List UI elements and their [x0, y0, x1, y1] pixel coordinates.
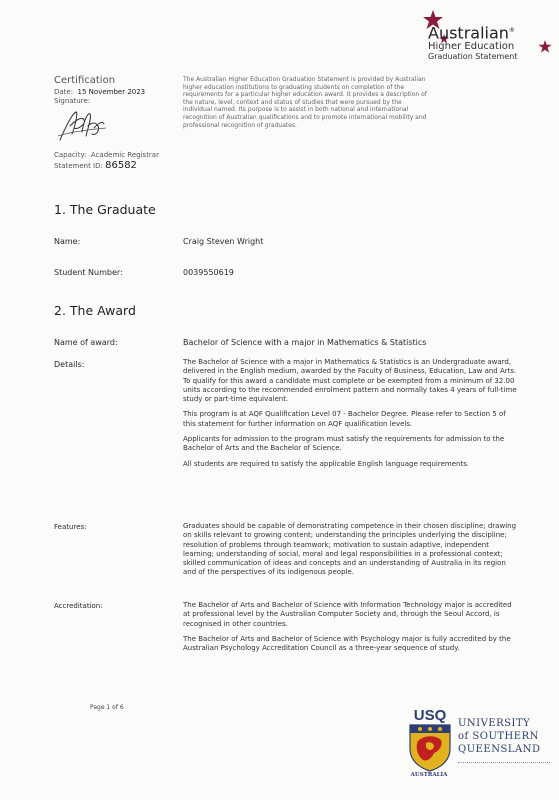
award-name-label: Name of award:	[54, 338, 118, 347]
usq-abbrev: USQ	[413, 707, 447, 724]
signature-label: Signature:	[54, 97, 91, 105]
capacity-label: Capacity:	[54, 151, 87, 159]
uni-line2: of SOUTHERN	[458, 731, 539, 742]
name-label: Name:	[54, 237, 81, 246]
statement-id-value: 86582	[105, 160, 137, 171]
capacity-value: Academic Registrar	[90, 151, 159, 159]
details-paragraph: Applicants for admission to the program must satisfy the requirements for admission to the Bachelor of Arts and the Bachelor of Science.	[183, 435, 505, 453]
statement-id-label: Statement ID:	[54, 162, 103, 170]
usq-crest-logo	[406, 705, 454, 773]
details-label: Details:	[54, 360, 85, 369]
date-line	[54, 88, 145, 96]
capacity-line	[54, 151, 159, 159]
footer-dots	[458, 762, 550, 763]
student-number-label: Student Number:	[54, 268, 123, 277]
details-text	[183, 358, 518, 475]
accreditation-paragraph: The Bachelor of Arts and Bachelor of Science with Psychology major is fully accredited by the Australian Psychology Accreditation Council as a three-year sequence of study.	[183, 634, 511, 653]
section-graduate-heading: 1. The Graduate	[54, 202, 156, 217]
uni-line3: QUEENSLAND	[458, 744, 541, 755]
section-award-heading: 2. The Award	[54, 303, 136, 318]
date-value: 15 November 2023	[77, 88, 146, 96]
details-paragraph: This program is at AQF Qualification Level 07 - Bachelor Degree. Please refer to Section 5 of this statement for further information on AQF qualification levels.	[183, 410, 506, 428]
name-value: Craig Steven Wright	[183, 237, 264, 246]
brand-block	[428, 22, 553, 62]
award-name-value: Bachelor of Science with a major in Mathematics & Statistics	[183, 338, 427, 347]
uni-line1: UNIVERSITY	[458, 718, 531, 729]
university-name	[458, 717, 540, 756]
accreditation-paragraph: The Bachelor of Arts and Bachelor of Science with Information Technology major is accredited at professional level by the Australian Computer Society and, through the Seoul Accord, is recognised in other countries.	[183, 601, 512, 628]
brand-line2: Higher Education	[428, 41, 515, 53]
registered-mark: ®	[508, 27, 515, 34]
accreditation-text	[183, 601, 518, 659]
accreditation-label: Accreditation:	[54, 602, 103, 610]
date-label: Date:	[54, 88, 74, 96]
brand-line3: Graduation Statement	[428, 52, 518, 62]
certification-heading: Certification	[54, 75, 116, 86]
student-number-value: 0039550619	[183, 268, 234, 277]
features-label: Features:	[54, 523, 87, 531]
signature-image	[56, 106, 108, 146]
statement-id-line	[54, 160, 137, 171]
brand-line1: Australian®	[428, 23, 515, 43]
intro-text: The Australian Higher Education Graduation Statement is provided by Australian higher education institutions to graduating students on completion of the requirements for a particular higher education award. It provides a description of the nature, level, context and status of studies that were pursued by the individual named. Its purpose is to assist in both national and international recognition of Australian qualifications and to promote international mobility and professional recognition of graduates.	[183, 76, 427, 129]
details-paragraph: All students are required to satisfy the applicable English language requirements.	[183, 459, 470, 468]
features-text: Graduates should be capable of demonstrating competence in their chosen discipline; drawing on skills relevant to growing content; understanding the principles underlying the discipline; resolution of problems through teamwork; motivation to sustain adaptive, independent learning; understanding of social, moral and legal responsibilities in a professional context; skilled communication of ideas and concepts and an understanding of Australia in its region and of the perspectives of its indigenous people.	[183, 522, 517, 577]
details-paragraph: The Bachelor of Science with a major in Mathematics & Statistics is an Undergraduate award, delivered in the English medium, awarded by the Faculty of Business, Education, Law and Arts. To qualify for this award a candidate must complete or be exempted from a minimum of 32.00 units according to the recommended enrolment pattern and normally takes 4 years of full-time study or part-time equivalent.	[183, 358, 517, 404]
country-label: AUSTRALIA	[410, 772, 448, 778]
page-number: Page 1 of 6	[90, 704, 124, 711]
